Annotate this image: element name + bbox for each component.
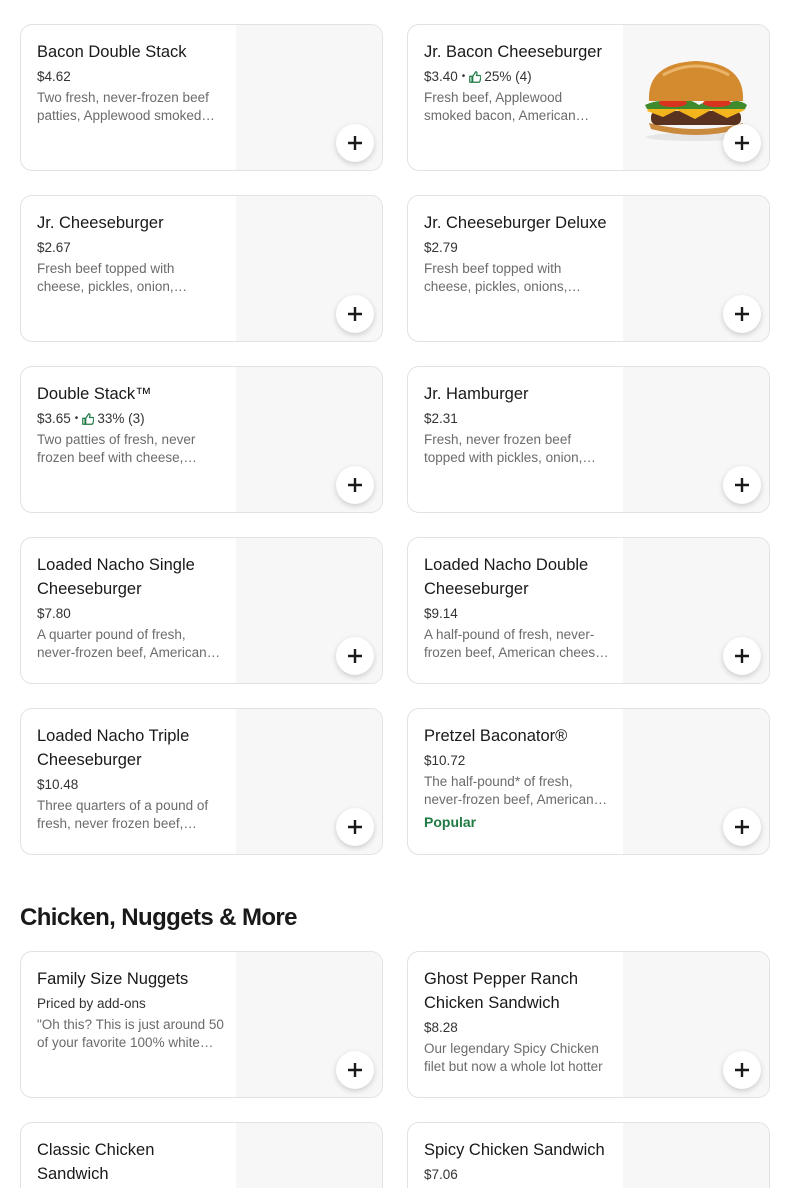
item-name: Spicy Chicken Sandwich xyxy=(424,1141,605,1159)
chicken-grid xyxy=(20,951,770,1188)
item-price: $10.48 xyxy=(37,777,79,792)
menu-item-card[interactable] xyxy=(20,366,383,513)
add-item-button[interactable] xyxy=(336,808,374,846)
item-price: $3.40 xyxy=(424,69,458,84)
separator-dot: • xyxy=(74,413,79,424)
item-info xyxy=(424,967,612,1076)
item-info xyxy=(424,1138,612,1187)
add-item-button[interactable] xyxy=(723,808,761,846)
item-name: Double Stack™ xyxy=(37,385,152,403)
burgers-grid xyxy=(20,24,770,855)
item-price: $7.80 xyxy=(37,606,71,621)
item-price-row xyxy=(424,751,612,771)
menu-item-card[interactable] xyxy=(407,708,770,855)
item-info xyxy=(37,553,225,662)
item-price: $10.72 xyxy=(424,753,466,768)
add-item-button[interactable] xyxy=(336,637,374,675)
menu-item-card[interactable] xyxy=(407,951,770,1098)
item-price-row xyxy=(424,238,612,258)
item-rating xyxy=(458,67,532,87)
add-item-button[interactable] xyxy=(723,1051,761,1089)
plus-icon xyxy=(348,136,362,150)
item-image xyxy=(236,1123,382,1188)
popular-badge: Popular xyxy=(424,814,477,830)
plus-icon xyxy=(348,307,362,321)
item-price-row xyxy=(37,604,225,624)
plus-icon xyxy=(735,136,749,150)
item-description: Fresh beef topped with cheese, pickles, onion, xyxy=(37,261,175,294)
item-price-row xyxy=(424,1018,612,1038)
plus-icon xyxy=(735,820,749,834)
add-item-button[interactable] xyxy=(723,637,761,675)
menu-item-card[interactable] xyxy=(20,537,383,684)
menu-item-card[interactable] xyxy=(20,708,383,855)
item-name: Jr. Bacon Cheeseburger xyxy=(424,43,602,61)
menu-item-card[interactable] xyxy=(20,24,383,171)
plus-icon xyxy=(348,649,362,663)
menu-item-card[interactable] xyxy=(407,366,770,513)
item-rating xyxy=(71,409,145,429)
item-info xyxy=(424,211,612,296)
menu-item-card[interactable] xyxy=(407,1122,770,1188)
item-name: Jr. Hamburger xyxy=(424,385,529,403)
plus-icon xyxy=(348,820,362,834)
menu-item-card[interactable] xyxy=(407,195,770,342)
add-item-button[interactable] xyxy=(723,295,761,333)
plus-icon xyxy=(735,478,749,492)
add-item-button[interactable] xyxy=(336,124,374,162)
item-name: Pretzel Baconator® xyxy=(424,727,568,745)
item-price: Priced by add-ons xyxy=(37,996,146,1011)
item-description: A quarter pound of fresh, never-frozen beef, American xyxy=(37,627,207,660)
add-item-button[interactable] xyxy=(723,466,761,504)
item-price: $4.62 xyxy=(37,69,71,84)
item-price: $3.65 xyxy=(37,411,71,426)
item-description: A half-pound of fresh, never-frozen beef, American cheese, xyxy=(424,627,607,660)
item-price: $2.67 xyxy=(37,240,71,255)
item-info xyxy=(424,724,612,832)
thumbs-up-icon xyxy=(82,413,94,425)
item-name: Classic Chicken Sandwich xyxy=(37,1141,155,1183)
item-info xyxy=(424,40,612,125)
menu-item-card[interactable] xyxy=(20,195,383,342)
item-description: Fresh beef topped with cheese, pickles, onions, xyxy=(424,261,568,294)
separator-dot: • xyxy=(461,71,466,82)
item-name: Loaded Nacho Triple Cheeseburger xyxy=(37,727,190,769)
item-info xyxy=(424,382,612,467)
item-price-row xyxy=(37,409,225,429)
item-name: Bacon Double Stack xyxy=(37,43,187,61)
item-info xyxy=(37,724,225,833)
rating-text: 25% (4) xyxy=(484,69,532,84)
item-description: Our legendary Spicy Chicken filet but now a whole lot hotter xyxy=(424,1041,603,1074)
item-description: Fresh, never frozen beef topped with pickles, onion, xyxy=(424,432,583,465)
item-info xyxy=(37,40,225,125)
item-price-row xyxy=(424,1165,612,1185)
item-price-row xyxy=(424,409,612,429)
item-price: $9.14 xyxy=(424,606,458,621)
item-price: $7.06 xyxy=(424,1167,458,1182)
item-description: Two fresh, never-frozen beef patties, Applewood smoked xyxy=(37,90,209,123)
item-price: $2.31 xyxy=(424,411,458,426)
menu-item-card[interactable] xyxy=(407,537,770,684)
plus-icon xyxy=(735,1063,749,1077)
add-item-button[interactable] xyxy=(336,1051,374,1089)
item-description: Two patties of fresh, never frozen beef with cheese, xyxy=(37,432,196,465)
item-name: Family Size Nuggets xyxy=(37,970,189,988)
section-title: Chicken, Nuggets & More xyxy=(20,904,297,931)
item-price-row xyxy=(37,994,225,1014)
item-price-row xyxy=(37,775,225,795)
item-info xyxy=(424,553,612,662)
item-info xyxy=(37,382,225,467)
item-price: $2.79 xyxy=(424,240,458,255)
add-item-button[interactable] xyxy=(336,466,374,504)
item-image xyxy=(623,1123,769,1188)
menu-item-card[interactable] xyxy=(407,24,770,171)
item-description: Fresh beef, Applewood smoked bacon, American xyxy=(424,90,576,123)
item-price-row xyxy=(424,604,612,624)
item-price: $8.28 xyxy=(424,1020,458,1035)
item-description: The half-pound* of fresh, never-frozen beef, American xyxy=(424,774,594,807)
item-description: Three quarters of a pound of fresh, never frozen beef, xyxy=(37,798,209,831)
item-description: "Oh this? This is just around 50 of your favorite 100% white xyxy=(37,1017,224,1050)
item-price-row xyxy=(37,238,225,258)
item-name: Loaded Nacho Double Cheeseburger xyxy=(424,556,589,598)
rating-text: 33% (3) xyxy=(97,411,145,426)
item-price-row xyxy=(37,67,225,87)
add-item-button[interactable] xyxy=(336,295,374,333)
plus-icon xyxy=(735,649,749,663)
item-name: Ghost Pepper Ranch Chicken Sandwich xyxy=(424,970,579,1012)
item-name: Loaded Nacho Single Cheeseburger xyxy=(37,556,195,598)
add-item-button[interactable] xyxy=(723,124,761,162)
menu-item-card[interactable] xyxy=(20,951,383,1098)
item-name: Jr. Cheeseburger xyxy=(37,214,164,232)
menu-item-card[interactable] xyxy=(20,1122,383,1188)
plus-icon xyxy=(348,478,362,492)
plus-icon xyxy=(735,307,749,321)
item-info xyxy=(37,211,225,296)
plus-icon xyxy=(348,1063,362,1077)
thumbs-up-icon xyxy=(469,71,481,83)
item-name: Jr. Cheeseburger Deluxe xyxy=(424,214,607,232)
item-info xyxy=(37,1138,225,1188)
item-price-row xyxy=(424,67,612,87)
item-info xyxy=(37,967,225,1052)
